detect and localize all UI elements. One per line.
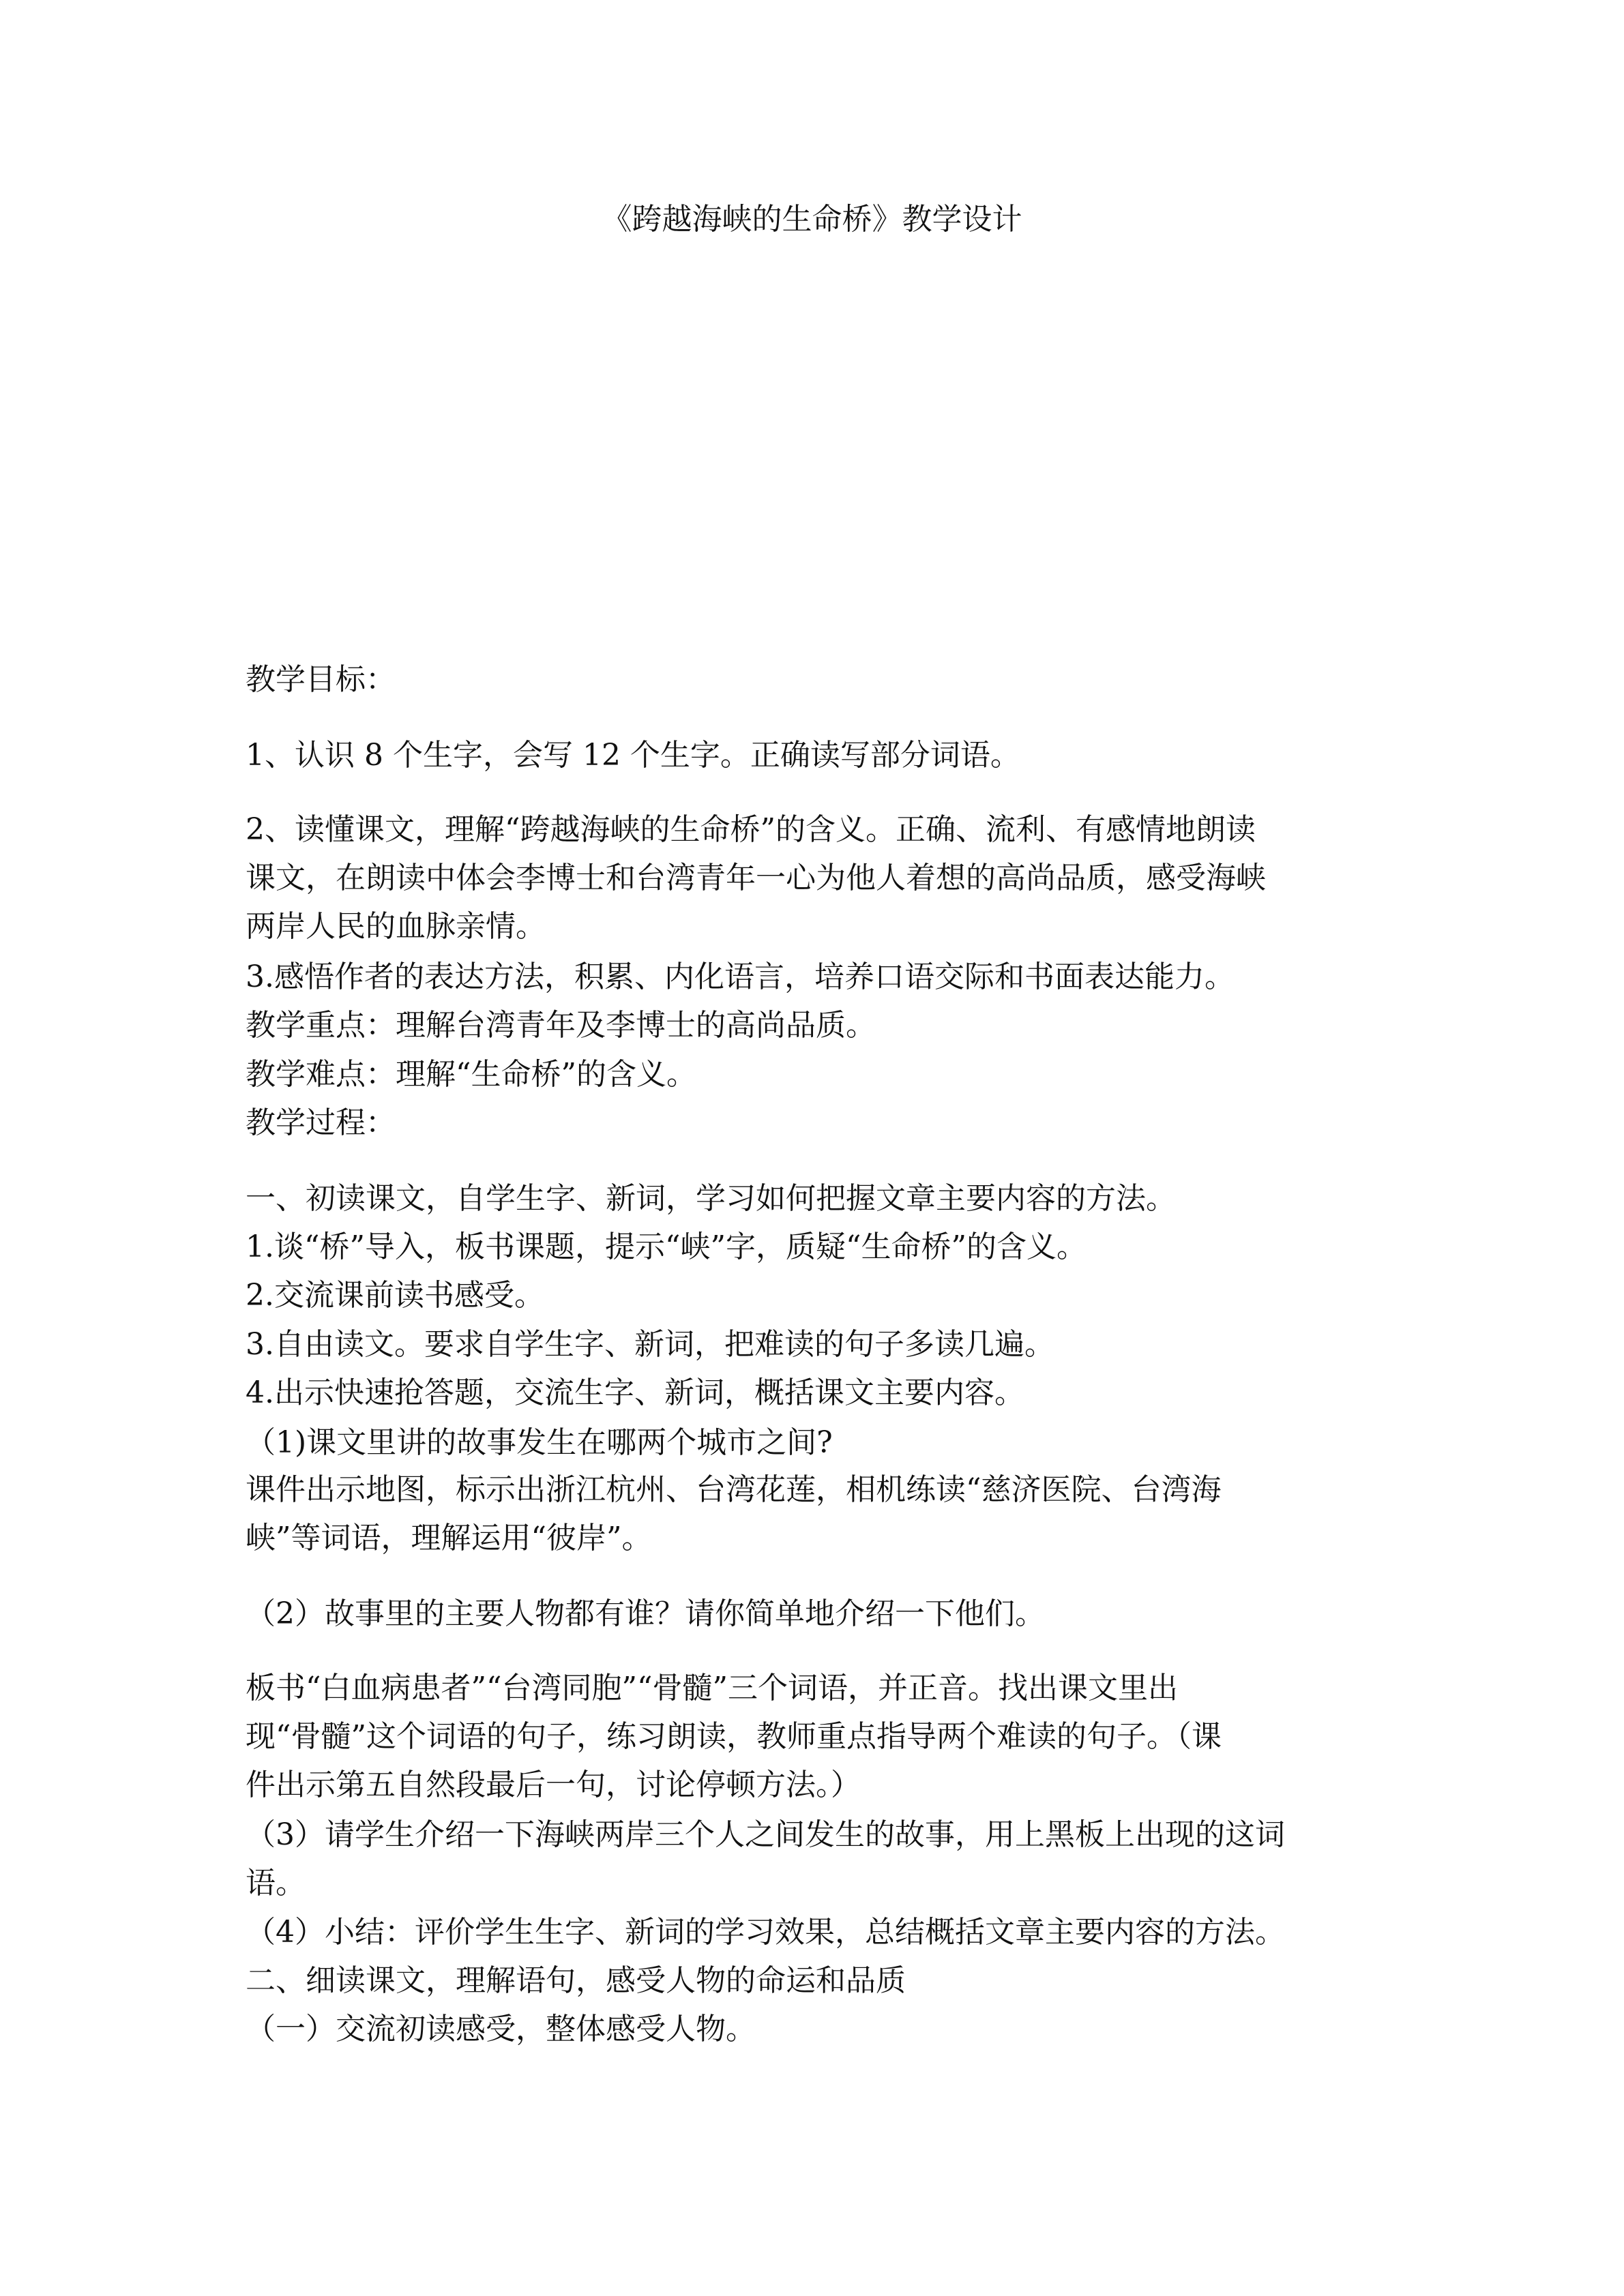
process-step: 2.交流课前读书感受。	[246, 1278, 544, 1313]
document-title: 《跨越海峡的生命桥》教学设计	[602, 202, 1022, 237]
process-summary: （4）小结：评价学生生字、新词的学习效果，总结概括文章主要内容的方法。	[246, 1915, 1285, 1950]
process-substep: （一）交流初读感受，整体感受人物。	[246, 2012, 756, 2046]
process-step-heading: 二、细读课文，理解语句，感受人物的命运和品质	[246, 1963, 906, 1998]
process-question: （1)课文里讲的故事发生在哪两个城市之间?	[246, 1425, 833, 1460]
objective-item-continued: 课文，在朗读中体会李博士和台湾青年一心为他人着想的高尚品质，感受海峡	[246, 861, 1266, 895]
teaching-difficulty: 教学难点：理解“生命桥”的含义。	[246, 1057, 696, 1092]
teaching-key-point: 教学重点：理解台湾青年及李博士的高尚品质。	[246, 1008, 876, 1043]
process-text-continued: 件出示第五自然段最后一句，讨论停顿方法。）	[246, 1768, 861, 1802]
objective-item: 2、读懂课文，理解“跨越海峡的生命桥”的含义。正确、流利、有感情地朗读	[246, 812, 1256, 847]
process-text-continued: 峡”等词语，理解运用“彼岸”。	[246, 1521, 652, 1555]
process-question: （3）请学生介绍一下海峡两岸三个人之间发生的故事，用上黑板上出现的这词	[246, 1817, 1285, 1852]
section-heading-process: 教学过程：	[246, 1105, 396, 1140]
objective-item: 1、认识 8 个生字，会写 12 个生字。正确读写部分词语。	[246, 738, 1020, 773]
process-text-continued: 语。	[246, 1866, 306, 1900]
section-heading-objectives: 教学目标：	[246, 662, 396, 697]
objective-item-continued: 两岸人民的血脉亲情。	[246, 909, 546, 944]
process-step: 1.谈“桥”导入，板书课题，提示“峡”字，质疑“生命桥”的含义。	[246, 1229, 1087, 1264]
process-text: 板书“白血病患者”“台湾同胞”“骨髓”三个词语，并正音。找出课文里出	[246, 1671, 1178, 1705]
process-question: （2）故事里的主要人物都有谁？请你简单地介绍一下他们。	[246, 1596, 1045, 1631]
objective-item: 3.感悟作者的表达方法，积累、内化语言，培养口语交际和书面表达能力。	[246, 959, 1235, 994]
process-step: 4.出示快速抢答题，交流生字、新词，概括课文主要内容。	[246, 1375, 1024, 1410]
process-step: 3.自由读文。要求自学生字、新词，把难读的句子多读几遍。	[246, 1327, 1054, 1362]
process-step-heading: 一、初读课文，自学生字、新词，学习如何把握文章主要内容的方法。	[246, 1181, 1176, 1216]
process-text: 课件出示地图，标示出浙江杭州、台湾花莲，相机练读“慈济医院、台湾海	[246, 1472, 1222, 1507]
process-text-continued: 现“骨髓”这个词语的句子，练习朗读，教师重点指导两个难读的句子。（课	[246, 1719, 1222, 1754]
